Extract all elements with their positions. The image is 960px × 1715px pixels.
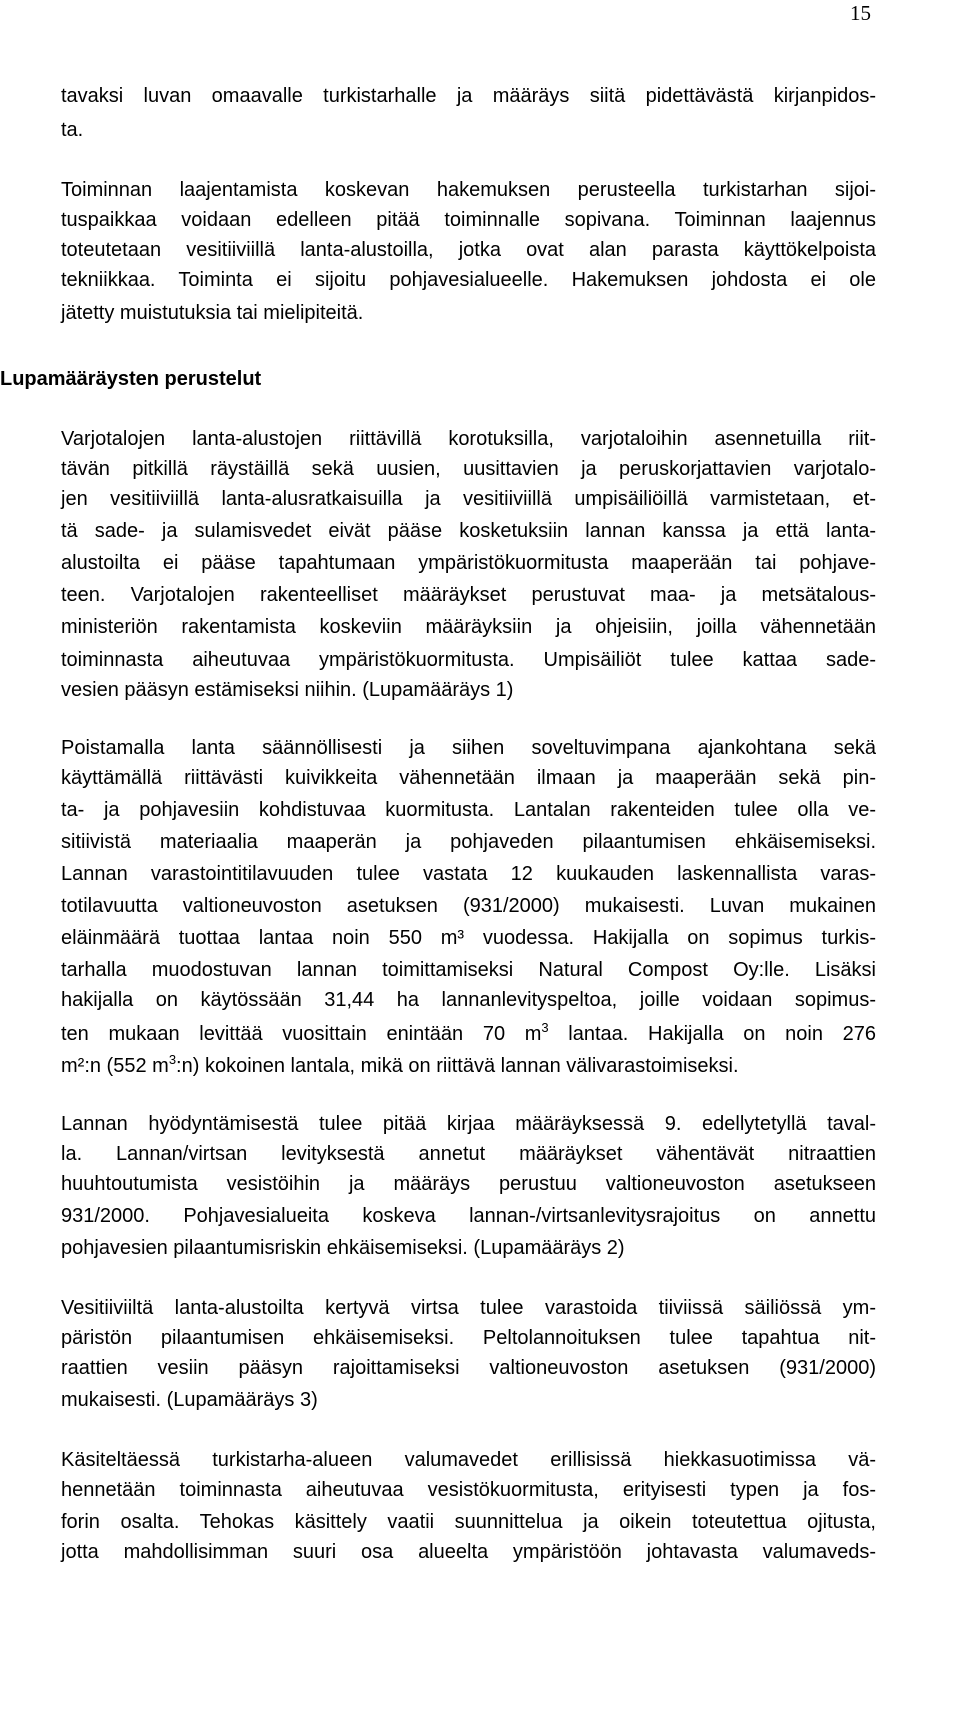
- text-line: Käsiteltäessä turkistarha-alueen valumavedet erillisissä hiekkasuotimissa vä-: [61, 1449, 876, 1471]
- text-line: tuspaikkaa voidaan edelleen pitää toiminnalle sopivana. Toiminnan laajennus: [61, 209, 876, 231]
- text-line: [61, 1053, 739, 1079]
- text-line: tä sade- ja sulamisvedet eivät pääse kosketuksiin lannan kanssa ja että lanta-: [61, 520, 876, 542]
- text-fragment: ten mukaan levittää vuosittain enintään 70 m: [61, 1023, 542, 1045]
- text-line: jen vesitiiviillä lanta-alusratkaisuilla ja vesitiiviillä umpisäiliöillä varmistetaan, et-: [61, 488, 876, 510]
- text-line: ministeriön rakentamista koskeviin määräyksiin ja ohjeisiin, joilla vähennetään: [61, 616, 876, 638]
- text-line: pohjavesien pilaantumisriskin ehkäisemiseksi. (Lupamääräys 2): [61, 1237, 625, 1259]
- text-line: Lannan varastointitilavuuden tulee vastata 12 kuukauden laskennallista varas-: [61, 863, 876, 885]
- text-line: tarhalla muodostuvan lannan toimittamiseksi Natural Compost Oy:lle. Lisäksi: [61, 959, 876, 981]
- text-line: Poistamalla lanta säännöllisesti ja siihen soveltuvimpana ajankohtana sekä: [61, 737, 876, 759]
- text-fragment: m²:n (552 m: [61, 1055, 169, 1077]
- text-line: ta.: [61, 119, 84, 141]
- superscript: 3: [168, 1052, 177, 1067]
- text-line: huuhtoutumista vesistöihin ja määräys perustuu valtioneuvoston asetukseen: [61, 1173, 876, 1195]
- text-line: forin osalta. Tehokas käsittely vaatii suunnittelua ja oikein toteutettua ojitusta,: [61, 1511, 876, 1533]
- text-line: [61, 1021, 876, 1047]
- text-fragment: lantaa. Hakijalla on noin 276: [548, 1023, 876, 1045]
- text-line: alustoilta ei pääse tapahtumaan ympäristökuormitusta maaperään tai pohjave-: [61, 552, 876, 574]
- text-line: hennetään toiminnasta aiheutuvaa vesistökuormitusta, erityisesti typen ja fos-: [61, 1479, 876, 1501]
- text-line: raattien vesiin pääsyn rajoittamiseksi valtioneuvoston asetuksen (931/2000): [61, 1357, 876, 1379]
- section-heading: Lupamääräysten perustelut: [0, 368, 262, 390]
- text-line: tekniikkaa. Toiminta ei sijoitu pohjavesialueelle. Hakemuksen johdosta ei ole: [61, 269, 876, 291]
- text-line: ta- ja pohjavesiin kohdistuvaa kuormitusta. Lantalan rakenteiden tulee olla ve-: [61, 799, 876, 821]
- text-line: vesien pääsyn estämiseksi niihin. (Lupamääräys 1): [61, 679, 514, 701]
- text-fragment: :n) kokoinen lantala, mikä on riittävä lannan välivarastoimiseksi.: [176, 1055, 739, 1077]
- text-line: jätetty muistutuksia tai mielipiteitä.: [61, 302, 364, 324]
- text-line: Toiminnan laajentamista koskevan hakemuksen perusteella turkistarhan sijoi-: [61, 179, 876, 201]
- text-line: 931/2000. Pohjavesialueita koskeva lannan-/virtsanlevitysrajoitus on annettu: [61, 1205, 876, 1227]
- text-line: la. Lannan/virtsan levityksestä annetut määräykset vähentävät nitraattien: [61, 1143, 876, 1165]
- text-line: sitiivistä materiaalia maaperän ja pohjaveden pilaantumisen ehkäisemiseksi.: [61, 831, 876, 853]
- text-line: hakijalla on käytössään 31,44 ha lannanlevityspeltoa, joille voidaan sopimus-: [61, 989, 876, 1011]
- superscript: 3: [541, 1020, 549, 1035]
- text-line: tävän pitkillä räystäillä sekä uusien, uusittavien ja peruskorjattavien varjotalo-: [61, 458, 876, 480]
- text-line: käyttämällä riittävästi kuivikkeita vähennetään ilmaan ja maaperään sekä pin-: [61, 767, 876, 789]
- text-line: Vesitiiviiltä lanta-alustoilta kertyvä virtsa tulee varastoida tiiviissä säiliössä ym-: [61, 1297, 876, 1319]
- text-line: mukaisesti. (Lupamääräys 3): [61, 1389, 318, 1411]
- text-line: toteutetaan vesitiiviillä lanta-alustoilla, jotka ovat alan parasta käyttökelpoista: [61, 239, 876, 261]
- page-number: 15: [850, 1, 871, 25]
- text-line: päristön pilaantumisen ehkäisemiseksi. Peltolannoituksen tulee tapahtua nit-: [61, 1327, 876, 1349]
- text-line: jotta mahdollisimman suuri osa alueelta ympäristöön johtavasta valumaveds-: [61, 1541, 876, 1563]
- text-line: Varjotalojen lanta-alustojen riittävillä korotuksilla, varjotaloihin asennetuilla riit-: [61, 428, 876, 450]
- text-line: toiminnasta aiheutuvaa ympäristökuormitusta. Umpisäiliöt tulee kattaa sade-: [61, 649, 876, 671]
- text-line: eläinmäärä tuottaa lantaa noin 550 m³ vuodessa. Hakijalla on sopimus turkis-: [61, 927, 876, 949]
- text-line: teen. Varjotalojen rakenteelliset määräykset perustuvat maa- ja metsätalous-: [61, 584, 876, 606]
- text-line: Lannan hyödyntämisestä tulee pitää kirjaa määräyksessä 9. edellytetyllä taval-: [61, 1113, 876, 1135]
- text-line: totilavuutta valtioneuvoston asetuksen (931/2000) mukaisesti. Luvan mukainen: [61, 895, 876, 917]
- text-line: tavaksi luvan omaavalle turkistarhalle ja määräys siitä pidettävästä kirjanpidos-: [61, 85, 876, 107]
